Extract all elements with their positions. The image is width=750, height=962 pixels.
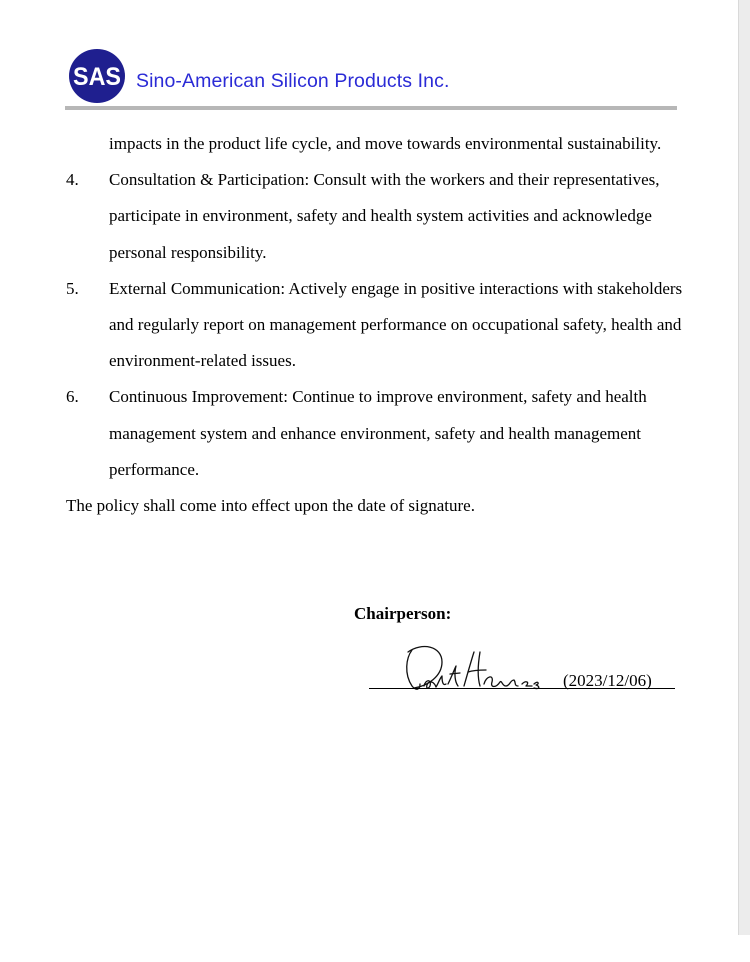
signature-date: (2023/12/06) xyxy=(563,671,652,690)
policy-item xyxy=(66,271,686,380)
item-number: 4. xyxy=(66,170,79,190)
item-number: 6. xyxy=(66,387,79,407)
policy-item xyxy=(66,379,686,488)
continued-paragraph: impacts in the product life cycle, and move towards environmental sustainability. xyxy=(109,134,662,153)
item-text: Continuous Improvement: Continue to improve environment, safety and health management system and enhance environment, safety and health management performance. xyxy=(109,387,647,479)
logo-text: SAS xyxy=(73,63,121,91)
header-divider xyxy=(65,106,677,110)
item-text: Consultation & Participation: Consult with the workers and their representatives, participate in environment, safety and health system activities and acknowledge personal responsibility. xyxy=(109,170,660,262)
company-name: Sino-American Silicon Products Inc. xyxy=(136,70,450,92)
chairperson-label: Chairperson: xyxy=(354,604,452,623)
policy-item xyxy=(66,162,686,271)
item-number: 5. xyxy=(66,278,79,298)
sas-logo xyxy=(68,48,126,104)
closing-statement: The policy shall come into effect upon the date of signature. xyxy=(66,496,475,516)
item-text: External Communication: Actively engage in positive interactions with stakeholders and regularly report on management performance on occupational safety, health and environment-related issues. xyxy=(109,278,683,371)
page-edge xyxy=(738,0,750,935)
policy-body xyxy=(66,126,686,524)
